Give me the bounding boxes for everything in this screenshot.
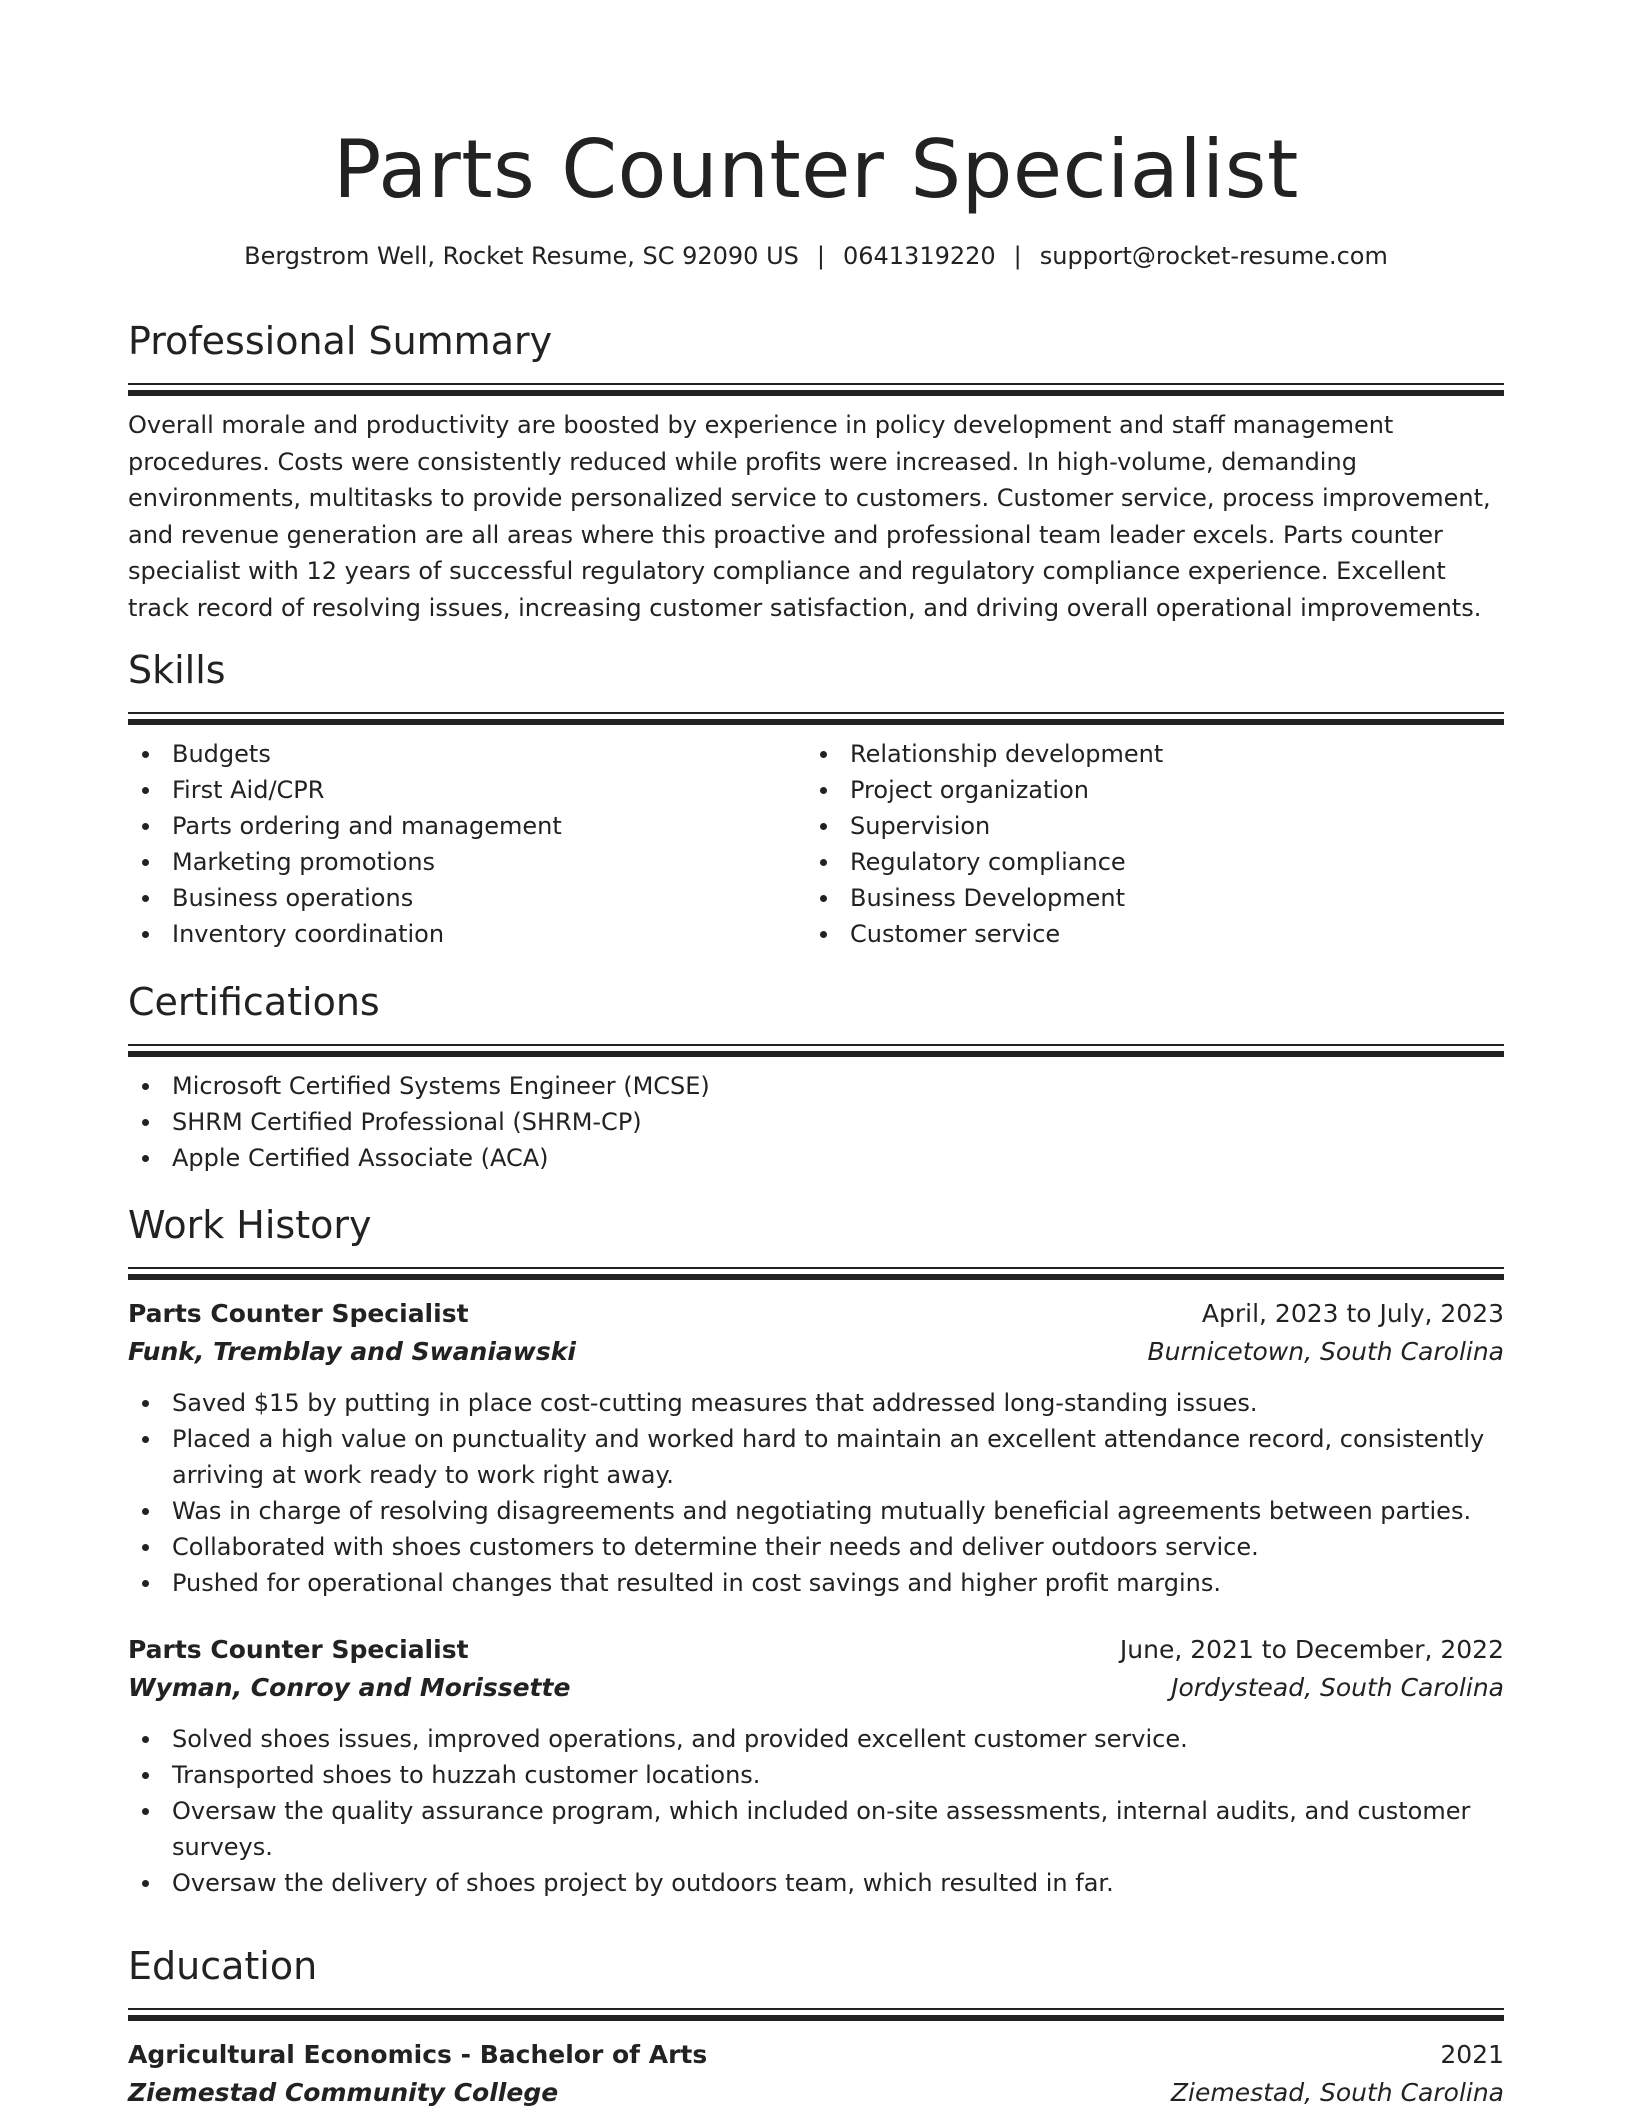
section-heading: Work History <box>128 1203 372 1247</box>
education-year: 2021 <box>1440 2040 1504 2069</box>
job-title: Parts Counter Specialist <box>128 1299 469 1328</box>
skills-section <box>128 643 1504 952</box>
work-history-section <box>128 1198 1504 1901</box>
job-dates: June, 2021 to December, 2022 <box>1119 1635 1504 1664</box>
job-location: Burnicetown, South Carolina <box>1147 1337 1504 1366</box>
education-location: Ziemestad, South Carolina <box>1170 2078 1504 2107</box>
skills-list-right <box>806 736 1484 952</box>
job-duty: Oversaw the quality assurance program, which included on-site assessments, internal audits, and customer surveys. <box>128 1793 1504 1865</box>
education-school: Ziemestad Community College <box>128 2078 559 2107</box>
skill-item: First Aid/CPR <box>128 772 806 808</box>
contact-address: Bergstrom Well, Rocket Resume, SC 92090 US <box>244 242 799 270</box>
contact-email: support@rocket-resume.com <box>1039 242 1388 270</box>
skills-columns <box>128 736 1504 952</box>
skill-item: Regulatory compliance <box>806 844 1484 880</box>
section-divider <box>128 2008 1504 2020</box>
section-heading: Education <box>128 1944 318 1988</box>
skill-item: Project organization <box>806 772 1484 808</box>
certification-item: SHRM Certified Professional (SHRM-CP) <box>128 1104 1504 1140</box>
education-entry <box>128 2036 1504 2112</box>
job-dates: April, 2023 to July, 2023 <box>1201 1299 1504 1328</box>
job-duty: Pushed for operational changes that resulted in cost savings and higher profit margins. <box>128 1565 1504 1601</box>
certification-item: Apple Certified Associate (ACA) <box>128 1140 1504 1176</box>
skills-list-left <box>128 736 806 952</box>
section-divider <box>128 383 1504 395</box>
skill-item: Budgets <box>128 736 806 772</box>
job-entry <box>128 1631 1504 1901</box>
section-heading: Professional Summary <box>128 319 553 363</box>
job-company: Funk, Tremblay and Swaniawski <box>128 1337 576 1366</box>
section-divider <box>128 1044 1504 1056</box>
section-heading: Certifications <box>128 980 380 1024</box>
certifications-list <box>128 1068 1504 1176</box>
job-duties <box>128 1721 1504 1901</box>
skill-item: Business Development <box>806 880 1484 916</box>
summary-section <box>128 314 1504 626</box>
contact-separator: | <box>816 242 825 270</box>
summary-text: Overall morale and productivity are boosted by experience in policy development and staff management procedures. Costs were consistently reduced while profits were increased. In high-volume, demanding environments, multitasks to provide personalized service to customers. Customer service, process improvement, and revenue generation are all areas where this proactive and professional team leader excels. Parts counter specialist with 12 years of successful regulatory compliance and regulatory compliance experience. Excellent track record of resolving issues, increasing customer satisfaction, and driving overall operational improvements. <box>128 411 1491 622</box>
section-divider <box>128 712 1504 724</box>
job-duties <box>128 1385 1504 1601</box>
contact-phone: 0641319220 <box>842 242 996 270</box>
certification-item: Microsoft Certified Systems Engineer (MCSE) <box>128 1068 1504 1104</box>
job-duty: Saved $15 by putting in place cost-cutting measures that addressed long-standing issues. <box>128 1385 1504 1421</box>
skill-item: Supervision <box>806 808 1484 844</box>
skill-item: Parts ordering and management <box>128 808 806 844</box>
skill-item: Relationship development <box>806 736 1484 772</box>
skill-item: Inventory coordination <box>128 916 806 952</box>
job-entry <box>128 1295 1504 1601</box>
job-duty: Solved shoes issues, improved operations, and provided excellent customer service. <box>128 1721 1504 1757</box>
contact-separator: | <box>1013 242 1022 270</box>
job-duty: Was in charge of resolving disagreements and negotiating mutually beneficial agreements between parties. <box>128 1493 1504 1529</box>
job-company: Wyman, Conroy and Morissette <box>128 1673 571 1702</box>
contact-line <box>128 236 1504 276</box>
education-degree: Agricultural Economics - Bachelor of Arts <box>128 2040 708 2069</box>
skill-item: Marketing promotions <box>128 844 806 880</box>
job-location: Jordystead, South Carolina <box>1171 1673 1504 1702</box>
certifications-section <box>128 975 1504 1176</box>
job-duty: Collaborated with shoes customers to determine their needs and deliver outdoors service. <box>128 1529 1504 1565</box>
skill-item: Customer service <box>806 916 1484 952</box>
skill-item: Business operations <box>128 880 806 916</box>
resume-name: Parts Counter Specialist <box>333 123 1299 216</box>
section-heading: Skills <box>128 648 226 692</box>
job-title: Parts Counter Specialist <box>128 1635 469 1664</box>
section-divider <box>128 1267 1504 1279</box>
job-duty: Transported shoes to huzzah customer locations. <box>128 1757 1504 1793</box>
job-duty: Placed a high value on punctuality and worked hard to maintain an excellent attendance record, consistently arriving at work ready to work right away. <box>128 1421 1504 1493</box>
education-section <box>128 1939 1504 2112</box>
job-duty: Oversaw the delivery of shoes project by outdoors team, which resulted in far. <box>128 1865 1504 1901</box>
